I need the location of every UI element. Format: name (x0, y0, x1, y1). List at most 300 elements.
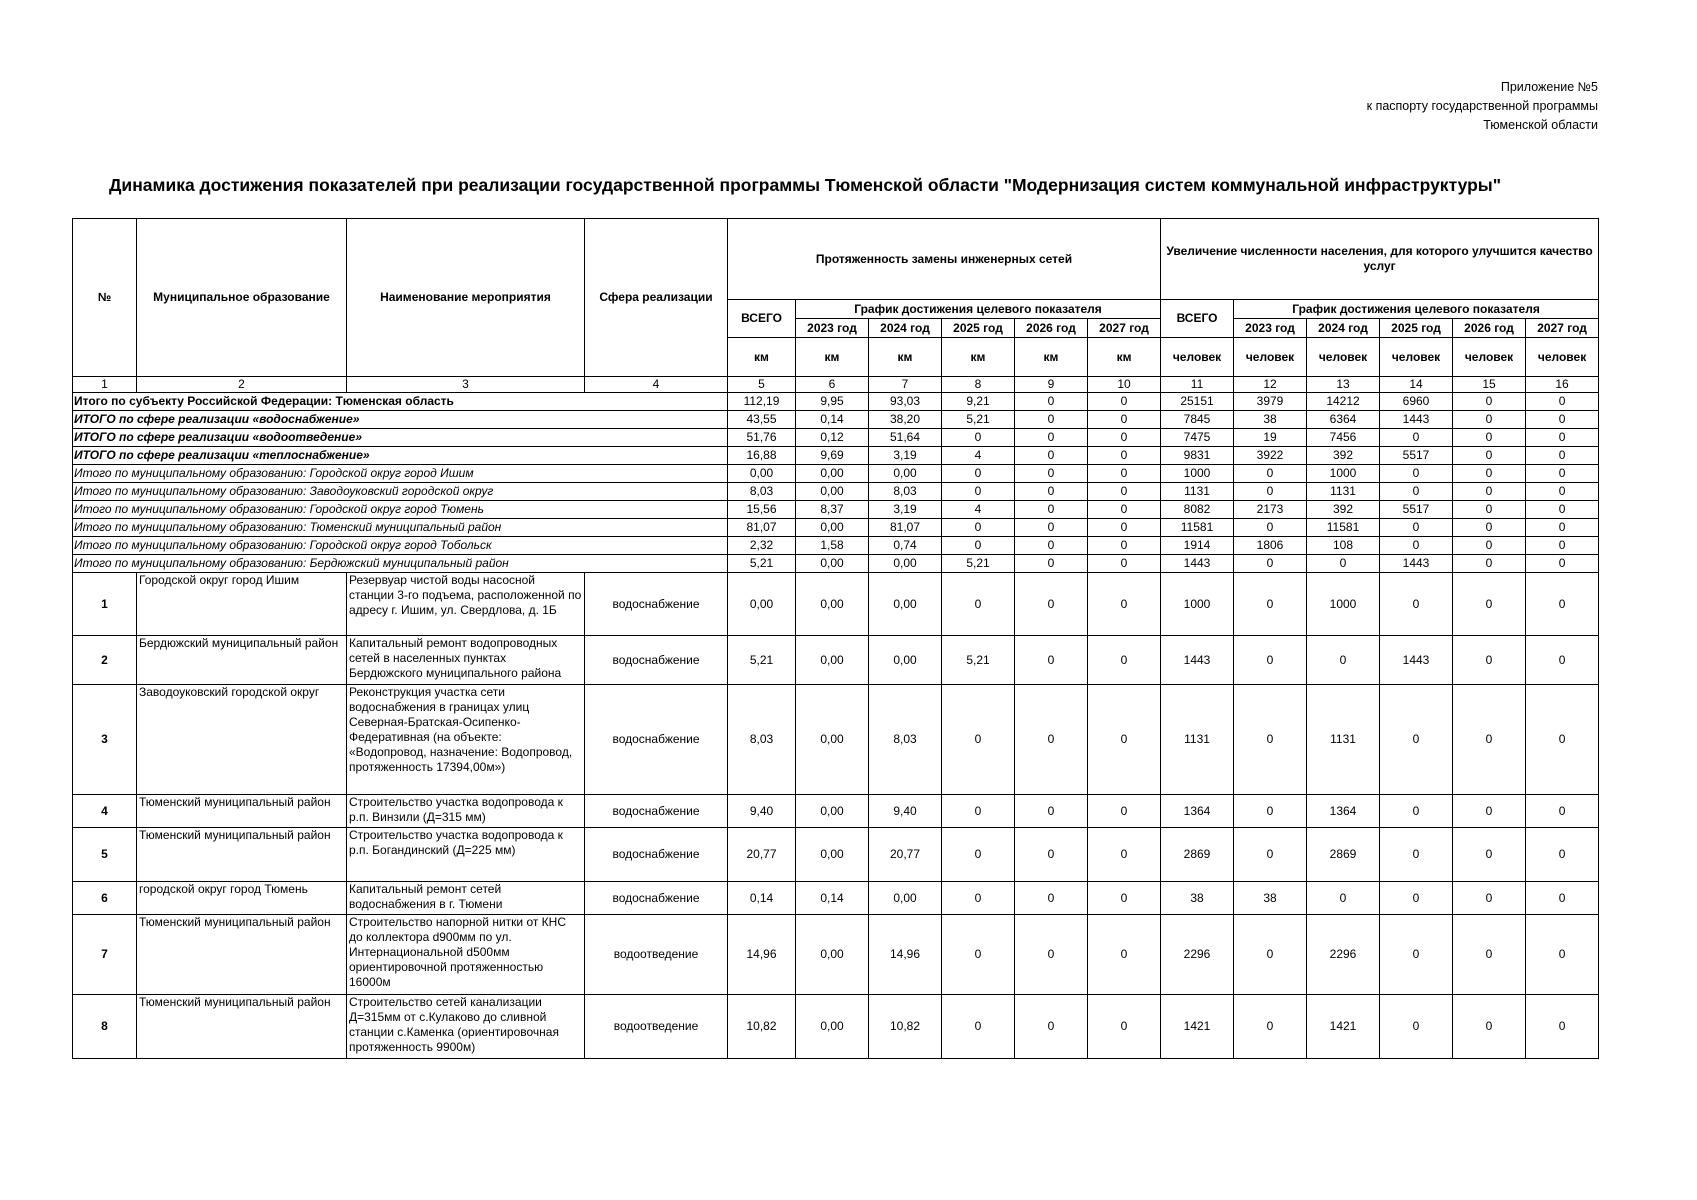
header-year: 2026 год (1453, 319, 1526, 338)
item-value: 0 (1526, 636, 1599, 685)
summary-value: 1443 (1380, 555, 1453, 573)
summary-value: 6364 (1307, 411, 1380, 429)
column-number: 15 (1453, 377, 1526, 393)
header-year: 2024 год (1307, 319, 1380, 338)
summary-value: 0,14 (796, 411, 869, 429)
item-activity: Реконструкция участка сети водоснабжения в границах улиц Северная-Братская-Осипенко-Федеративная (на объекте: «Водопровод, назначение: Водопровод, протяженность 17394,00м») (347, 685, 585, 795)
item-value: 0 (1234, 995, 1307, 1059)
summary-label: Итого по муниципальному образованию: Заводоуковский городской округ (73, 483, 728, 501)
summary-value: 0 (1453, 429, 1526, 447)
item-municipality: Тюменский муниципальный район (137, 795, 347, 828)
column-number: 9 (1015, 377, 1088, 393)
item-value: 20,77 (869, 828, 942, 882)
summary-value: 0 (1380, 537, 1453, 555)
summary-value: 0 (1453, 555, 1526, 573)
summary-value: 11581 (1307, 519, 1380, 537)
item-value: 2296 (1161, 915, 1234, 995)
summary-value: 9,21 (942, 393, 1015, 411)
item-value: 0 (1015, 915, 1088, 995)
header-unit: человек (1161, 338, 1234, 377)
item-municipality: городской округ город Тюмень (137, 882, 347, 915)
summary-value: 5,21 (942, 411, 1015, 429)
summary-value: 0,00 (728, 465, 796, 483)
item-value: 0 (1526, 685, 1599, 795)
item-value: 0 (1526, 828, 1599, 882)
item-value: 0 (942, 828, 1015, 882)
summary-value: 5517 (1380, 501, 1453, 519)
item-municipality: Городской округ город Ишим (137, 573, 347, 636)
column-number: 5 (728, 377, 796, 393)
summary-value: 0,00 (869, 465, 942, 483)
summary-value: 0 (1526, 519, 1599, 537)
summary-label: Итого по субъекту Российской Федерации: Тюменская область (73, 393, 728, 411)
item-value: 0 (1088, 685, 1161, 795)
column-number: 1 (73, 377, 137, 393)
summary-value: 392 (1307, 447, 1380, 465)
item-value: 14,96 (869, 915, 942, 995)
item-value: 0 (1526, 915, 1599, 995)
item-value: 0 (1015, 636, 1088, 685)
header-activity: Наименование мероприятия (347, 219, 585, 377)
summary-value: 0 (1015, 501, 1088, 519)
item-value: 0 (942, 685, 1015, 795)
summary-value: 5,21 (728, 555, 796, 573)
table-body (73, 377, 1599, 1059)
item-value: 0 (1380, 882, 1453, 915)
item-value: 0 (942, 795, 1015, 828)
summary-value: 19 (1234, 429, 1307, 447)
summary-row (73, 555, 1599, 573)
summary-value: 38 (1234, 411, 1307, 429)
header-total-km: ВСЕГО (728, 300, 796, 338)
header-year: 2026 год (1015, 319, 1088, 338)
summary-value: 0 (1380, 483, 1453, 501)
item-value: 0 (1526, 573, 1599, 636)
summary-value: 0,00 (796, 483, 869, 501)
indicators-table (72, 218, 1599, 1059)
summary-value: 93,03 (869, 393, 942, 411)
summary-value: 2173 (1234, 501, 1307, 519)
item-number: 5 (73, 828, 137, 882)
summary-label: ИТОГО по сфере реализации «теплоснабжение» (73, 447, 728, 465)
summary-label: Итого по муниципальному образованию: Тюменский муниципальный район (73, 519, 728, 537)
summary-value: 51,76 (728, 429, 796, 447)
item-activity: Капитальный ремонт сетей водоснабжения в г. Тюмени (347, 882, 585, 915)
summary-value: 5,21 (942, 555, 1015, 573)
table-row (73, 685, 1599, 795)
item-activity: Строительство сетей канализации Д=315мм от с.Кулаково до сливной станции с.Каменка (ориентировочная протяженность 9900м) (347, 995, 585, 1059)
summary-value: 81,07 (728, 519, 796, 537)
summary-value: 0 (1088, 555, 1161, 573)
summary-value: 0 (1453, 501, 1526, 519)
item-value: 0 (1088, 882, 1161, 915)
column-number: 6 (796, 377, 869, 393)
item-value: 0 (1526, 795, 1599, 828)
summary-value: 0 (1453, 519, 1526, 537)
summary-value: 0 (1526, 483, 1599, 501)
summary-label: Итого по муниципальному образованию: Городской округ город Ишим (73, 465, 728, 483)
summary-value: 0 (1088, 537, 1161, 555)
summary-value: 1,58 (796, 537, 869, 555)
summary-value: 392 (1307, 501, 1380, 519)
item-value: 0 (1088, 915, 1161, 995)
summary-value: 0 (1015, 555, 1088, 573)
summary-value: 8,37 (796, 501, 869, 519)
summary-row (73, 537, 1599, 555)
item-value: 0 (1088, 828, 1161, 882)
summary-value: 0 (1453, 411, 1526, 429)
item-value: 0,00 (796, 636, 869, 685)
summary-value: 3979 (1234, 393, 1307, 411)
table-row (73, 915, 1599, 995)
summary-value: 0 (1380, 465, 1453, 483)
header-municipality: Муниципальное образование (137, 219, 347, 377)
summary-value: 3922 (1234, 447, 1307, 465)
item-value: 0 (1453, 915, 1526, 995)
item-value: 0,00 (796, 995, 869, 1059)
summary-row (73, 393, 1599, 411)
document-title: Динамика достижения показателей при реализации государственной программы Тюменской области "Модернизация систем коммунальной инфраструктуры" (108, 175, 1502, 195)
item-value: 0,00 (796, 828, 869, 882)
appendix-line-2: к паспорту государственной программы (1366, 99, 1598, 113)
item-value: 10,82 (728, 995, 796, 1059)
item-value: 0 (1526, 995, 1599, 1059)
summary-value: 7475 (1161, 429, 1234, 447)
table-row (73, 995, 1599, 1059)
item-value: 0 (1088, 795, 1161, 828)
item-value: 2869 (1307, 828, 1380, 882)
summary-value: 9,95 (796, 393, 869, 411)
summary-value: 1443 (1380, 411, 1453, 429)
item-value: 0 (942, 882, 1015, 915)
item-value: 0 (1234, 795, 1307, 828)
summary-value: 0 (1088, 393, 1161, 411)
item-value: 0 (1234, 573, 1307, 636)
summary-value: 5517 (1380, 447, 1453, 465)
summary-row (73, 501, 1599, 519)
summary-value: 8082 (1161, 501, 1234, 519)
header-unit: человек (1526, 338, 1599, 377)
summary-value: 0 (1015, 519, 1088, 537)
column-number: 2 (137, 377, 347, 393)
summary-value: 0 (1234, 519, 1307, 537)
summary-value: 1443 (1161, 555, 1234, 573)
header-total-people: ВСЕГО (1161, 300, 1234, 338)
item-value: 0 (1234, 636, 1307, 685)
item-value: 0 (1380, 795, 1453, 828)
appendix-line-1: Приложение №5 (1500, 80, 1598, 94)
summary-value: 8,03 (728, 483, 796, 501)
item-value: 8,03 (728, 685, 796, 795)
header-unit: км (728, 338, 796, 377)
column-number: 12 (1234, 377, 1307, 393)
summary-value: 0 (1453, 465, 1526, 483)
summary-value: 4 (942, 447, 1015, 465)
column-number: 4 (585, 377, 728, 393)
summary-value: 0 (1526, 393, 1599, 411)
item-sphere: водоснабжение (585, 636, 728, 685)
item-sphere: водоотведение (585, 915, 728, 995)
summary-value: 2,32 (728, 537, 796, 555)
summary-value: 0 (1088, 447, 1161, 465)
item-activity: Капитальный ремонт водопроводных сетей в населенных пунктах Бердюжского муниципального района (347, 636, 585, 685)
item-value: 5,21 (728, 636, 796, 685)
header-sphere: Сфера реализации (585, 219, 728, 377)
summary-value: 8,03 (869, 483, 942, 501)
item-municipality: Тюменский муниципальный район (137, 995, 347, 1059)
summary-value: 0 (1015, 393, 1088, 411)
item-number: 7 (73, 915, 137, 995)
item-value: 0 (1453, 995, 1526, 1059)
item-value: 0,00 (796, 685, 869, 795)
item-number: 4 (73, 795, 137, 828)
item-activity: Резервуар чистой воды насосной станции 3-го подъема, расположенной по адресу г. Ишим, ул. Свердлова, д. 1Б (347, 573, 585, 636)
summary-value: 81,07 (869, 519, 942, 537)
summary-value: 7456 (1307, 429, 1380, 447)
summary-value: 0 (1234, 555, 1307, 573)
summary-value: 0 (1453, 537, 1526, 555)
summary-value: 0 (1234, 465, 1307, 483)
header-network-length: Протяженность замены инженерных сетей (728, 219, 1161, 300)
summary-value: 1000 (1307, 465, 1380, 483)
item-value: 0 (1015, 828, 1088, 882)
item-municipality: Тюменский муниципальный район (137, 828, 347, 882)
summary-value: 15,56 (728, 501, 796, 519)
item-value: 0 (1015, 882, 1088, 915)
item-value: 1364 (1307, 795, 1380, 828)
summary-value: 0 (1015, 465, 1088, 483)
item-value: 0 (1307, 882, 1380, 915)
column-number: 3 (347, 377, 585, 393)
summary-value: 0 (1015, 483, 1088, 501)
header-unit: км (796, 338, 869, 377)
item-value: 1421 (1161, 995, 1234, 1059)
summary-value: 0 (1088, 483, 1161, 501)
item-value: 38 (1234, 882, 1307, 915)
item-value: 0,00 (796, 573, 869, 636)
item-value: 0 (1453, 882, 1526, 915)
item-activity: Строительство напорной нитки от КНС до коллектора d900мм по ул. Интернациональной d500мм ориентировочной протяженностью 16000м (347, 915, 585, 995)
item-activity: Строительство участка водопровода к р.п. Винзили (Д=315 мм) (347, 795, 585, 828)
item-value: 2869 (1161, 828, 1234, 882)
summary-value: 14212 (1307, 393, 1380, 411)
summary-value: 0 (1088, 429, 1161, 447)
item-value: 0 (1453, 828, 1526, 882)
summary-value: 0 (1088, 501, 1161, 519)
item-number: 8 (73, 995, 137, 1059)
item-value: 5,21 (942, 636, 1015, 685)
header-schedule-people: График достижения целевого показателя (1234, 300, 1599, 319)
item-value: 1443 (1161, 636, 1234, 685)
summary-row (73, 429, 1599, 447)
item-value: 0 (1015, 573, 1088, 636)
table-row (73, 636, 1599, 685)
item-number: 1 (73, 573, 137, 636)
item-value: 0 (1380, 995, 1453, 1059)
item-value: 0 (942, 995, 1015, 1059)
item-value: 1131 (1161, 685, 1234, 795)
item-number: 2 (73, 636, 137, 685)
summary-value: 0 (942, 483, 1015, 501)
item-value: 2296 (1307, 915, 1380, 995)
item-value: 0 (1453, 636, 1526, 685)
summary-value: 0 (1088, 411, 1161, 429)
item-value: 0 (1526, 882, 1599, 915)
item-value: 0 (1015, 795, 1088, 828)
item-value: 1000 (1161, 573, 1234, 636)
summary-value: 38,20 (869, 411, 942, 429)
table-row (73, 795, 1599, 828)
item-value: 0 (1088, 636, 1161, 685)
item-value: 0,00 (869, 636, 942, 685)
column-number: 11 (1161, 377, 1234, 393)
item-value: 0,00 (869, 573, 942, 636)
item-municipality: Бердюжский муниципальный район (137, 636, 347, 685)
summary-value: 0 (942, 537, 1015, 555)
header-schedule-km: График достижения целевого показателя (796, 300, 1161, 319)
column-number: 10 (1088, 377, 1161, 393)
appendix-line-3: Тюменской области (1483, 118, 1598, 132)
item-sphere: водоснабжение (585, 573, 728, 636)
summary-value: 1000 (1161, 465, 1234, 483)
summary-label: Итого по муниципальному образованию: Городской округ город Тюмень (73, 501, 728, 519)
column-number-row (73, 377, 1599, 393)
item-number: 6 (73, 882, 137, 915)
summary-value: 0 (1526, 501, 1599, 519)
summary-value: 3,19 (869, 447, 942, 465)
summary-value: 0,00 (869, 555, 942, 573)
item-value: 9,40 (869, 795, 942, 828)
item-activity: Строительство участка водопровода к р.п. Богандинский (Д=225 мм) (347, 828, 585, 882)
summary-value: 0 (1526, 465, 1599, 483)
summary-row (73, 519, 1599, 537)
summary-value: 3,19 (869, 501, 942, 519)
summary-row (73, 465, 1599, 483)
item-value: 0,00 (796, 915, 869, 995)
summary-label: ИТОГО по сфере реализации «водоснабжение» (73, 411, 728, 429)
summary-value: 0 (1234, 483, 1307, 501)
item-value: 1131 (1307, 685, 1380, 795)
summary-value: 0 (1380, 519, 1453, 537)
summary-value: 0 (1015, 447, 1088, 465)
item-sphere: водоотведение (585, 995, 728, 1059)
summary-value: 0 (1453, 483, 1526, 501)
summary-value: 0 (1526, 429, 1599, 447)
item-value: 0,00 (796, 795, 869, 828)
header-year: 2023 год (796, 319, 869, 338)
summary-value: 0 (1088, 519, 1161, 537)
item-value: 0 (1234, 828, 1307, 882)
summary-value: 7845 (1161, 411, 1234, 429)
item-value: 0 (1380, 573, 1453, 636)
summary-value: 0 (1015, 411, 1088, 429)
summary-value: 4 (942, 501, 1015, 519)
column-number: 7 (869, 377, 942, 393)
summary-value: 16,88 (728, 447, 796, 465)
header-no: № (73, 219, 137, 377)
item-value: 1443 (1380, 636, 1453, 685)
table-header (73, 219, 1599, 377)
item-value: 0 (1453, 685, 1526, 795)
column-number: 16 (1526, 377, 1599, 393)
header-unit: км (869, 338, 942, 377)
column-number: 14 (1380, 377, 1453, 393)
header-year: 2027 год (1526, 319, 1599, 338)
header-unit: км (942, 338, 1015, 377)
item-value: 0,14 (796, 882, 869, 915)
item-sphere: водоснабжение (585, 795, 728, 828)
summary-value: 0 (1015, 537, 1088, 555)
header-year: 2023 год (1234, 319, 1307, 338)
summary-value: 0 (1453, 447, 1526, 465)
summary-label: Итого по муниципальному образованию: Городской округ город Тобольск (73, 537, 728, 555)
item-value: 38 (1161, 882, 1234, 915)
summary-value: 0 (1526, 447, 1599, 465)
summary-value: 0 (1453, 393, 1526, 411)
item-sphere: водоснабжение (585, 685, 728, 795)
item-value: 0 (1380, 828, 1453, 882)
item-value: 0 (1453, 795, 1526, 828)
table-row (73, 573, 1599, 636)
item-municipality: Тюменский муниципальный район (137, 915, 347, 995)
table-row (73, 828, 1599, 882)
summary-value: 0 (942, 429, 1015, 447)
header-unit: человек (1307, 338, 1380, 377)
summary-value: 0 (1380, 429, 1453, 447)
summary-row (73, 447, 1599, 465)
item-value: 0,00 (869, 882, 942, 915)
header-unit: человек (1234, 338, 1307, 377)
item-value: 0 (1088, 573, 1161, 636)
header-unit: км (1015, 338, 1088, 377)
item-value: 0 (1380, 685, 1453, 795)
summary-value: 0,00 (796, 555, 869, 573)
summary-value: 112,19 (728, 393, 796, 411)
summary-value: 0,74 (869, 537, 942, 555)
summary-value: 0,00 (796, 519, 869, 537)
summary-value: 0 (1526, 555, 1599, 573)
summary-value: 1806 (1234, 537, 1307, 555)
summary-value: 9,69 (796, 447, 869, 465)
item-value: 1364 (1161, 795, 1234, 828)
item-value: 0 (1234, 915, 1307, 995)
summary-value: 0,00 (796, 465, 869, 483)
summary-value: 43,55 (728, 411, 796, 429)
item-value: 9,40 (728, 795, 796, 828)
summary-value: 11581 (1161, 519, 1234, 537)
summary-value: 0,12 (796, 429, 869, 447)
column-number: 13 (1307, 377, 1380, 393)
header-unit: человек (1453, 338, 1526, 377)
item-municipality: Заводоуковский городской округ (137, 685, 347, 795)
summary-row (73, 483, 1599, 501)
header-unit: человек (1380, 338, 1453, 377)
summary-value: 0 (1015, 429, 1088, 447)
summary-value: 0 (1526, 537, 1599, 555)
item-value: 0 (942, 915, 1015, 995)
header-year: 2025 год (1380, 319, 1453, 338)
header-year: 2024 год (869, 319, 942, 338)
item-value: 1000 (1307, 573, 1380, 636)
item-value: 0 (1015, 995, 1088, 1059)
item-value: 0,14 (728, 882, 796, 915)
item-number: 3 (73, 685, 137, 795)
table-row (73, 882, 1599, 915)
summary-value: 0 (1307, 555, 1380, 573)
summary-value: 6960 (1380, 393, 1453, 411)
item-value: 0 (1380, 915, 1453, 995)
item-value: 1421 (1307, 995, 1380, 1059)
